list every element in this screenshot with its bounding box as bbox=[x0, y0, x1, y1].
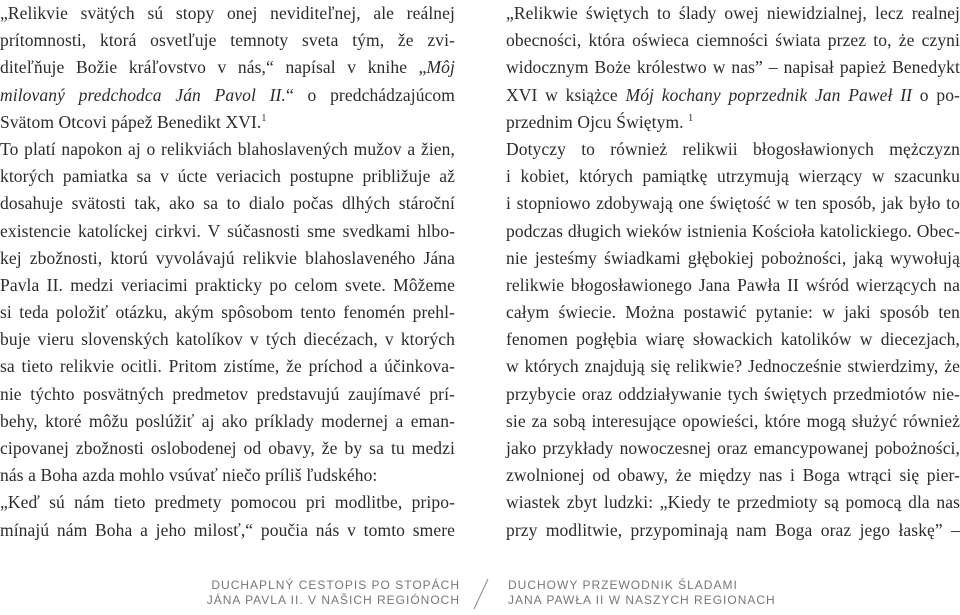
text-line: prítomnosti, ktorá osvetľuje temnoty sveta tým, že zvi- bbox=[0, 30, 455, 51]
text-line: „Relikwie świętych to ślady owej niewidzialnej, lecz realnej bbox=[506, 3, 960, 23]
slovak-text-column bbox=[0, 0, 455, 544]
text-line: dosahuje svätosti tak, ako sa to dialo počas dlhých stároční bbox=[0, 193, 455, 214]
footer-line: DUCHOWY PRZEWODNIK ŚLADAMI bbox=[508, 578, 738, 592]
text-line: ktorých pamiatka sa v úcte veriacich postupne približuje až bbox=[0, 166, 455, 187]
text-line: Svätom Otcovi pápež Benedikt XVI.$^1$ bbox=[0, 111, 267, 132]
footer-line: JÁNA PAVLA II. V NAŠICH REGIÓNOCH bbox=[206, 593, 460, 607]
footnote-marker: 1 bbox=[688, 112, 694, 124]
text-line: i stopniowo zdobywają one świętość w ten sposób, jak było to bbox=[506, 193, 960, 214]
text-line: podczas długich wieków istnienia Kościoła katolickiego. Obec- bbox=[506, 220, 960, 241]
text-line: cipovanej zbožnosti oslobodenej od obavy, že by sa tu medzi bbox=[0, 438, 455, 458]
text-line: sa tieto relikvie ocitli. Pritom zistíme, že príchod a účinkova- bbox=[0, 356, 455, 377]
text-line: diteľňuje Božie kráľovstvo v nás,“ napísal v knihe „Môj bbox=[0, 57, 455, 78]
footer-polish-title bbox=[508, 578, 776, 608]
text-line: przybycie oraz oddziaływanie tych świętych przedmiotów nie- bbox=[506, 383, 960, 404]
text-line: behy, ktoré môžu poslúžiť aj ako príklady modernej a eman- bbox=[0, 410, 455, 431]
text-line: jako przykłady nowoczesnej oraz emancypowanej pobożności, bbox=[506, 438, 960, 458]
text-line: obecności, która oświeca ciemności świata przez to, że czyni bbox=[506, 30, 960, 51]
text-line: zwolnionej od obawy, że między nas i Boga wtrąci się pier- bbox=[506, 465, 960, 486]
text-line: Pavla II. medzi veriacimi prakticky po celom svete. Môžeme bbox=[0, 274, 455, 295]
text-line: relikwie błogosławionego Jana Pawła II wśród wierzących na bbox=[506, 274, 960, 295]
polish-text-column bbox=[506, 0, 960, 544]
text-line: nie týchto posvätných predmetov predstavujú zaujímavé prí- bbox=[0, 383, 455, 404]
text-line: wiastek zbyt ludzki: „Kiedy te przedmioty są pomocą dla nas bbox=[506, 492, 960, 513]
text-line: si teda položiť otázku, akým spôsobom tento fenomén prehl- bbox=[0, 302, 455, 323]
footer-line: JANA PAWŁA II W NASZYCH REGIONACH bbox=[508, 593, 776, 607]
footer-line: DUCHAPLNÝ CESTOPIS PO STOPÁCH bbox=[211, 578, 460, 592]
text-line: existencie katolíckej cirkvi. V súčasnosti sme svedkami hlbo- bbox=[0, 220, 455, 241]
footer-divider-slash bbox=[471, 578, 491, 610]
text-line: widocznym Boże królestwo w nas” – napisał papież Benedykt bbox=[506, 57, 960, 78]
text-line: „Relikvie svätých sú stopy onej neviditeľnej, ale reálnej bbox=[0, 3, 455, 23]
text-line: fenomen pogłębia wiarę słowackich katolików w diecezjach, bbox=[506, 329, 960, 350]
text-line: sie za sobą interesujące opowieści, które mogą służyć również bbox=[506, 410, 960, 431]
text-line: kej zbožnosti, ktorú vyvolávajú relikvie blahoslaveného Jána bbox=[0, 247, 455, 268]
text-line: w których znajdują się relikwie? Jednocześnie stwierdzimy, że bbox=[506, 356, 960, 377]
text-line: milovaný predchodca Ján Pavol II.“ o predchádzajúcom bbox=[0, 84, 455, 105]
text-line: To platí napokon aj o relikviách blahoslavených mužov a žien, bbox=[0, 138, 455, 159]
text-line: mínajú nám Boha a jeho milosť,“ poučia nás v tomto smere bbox=[0, 519, 455, 540]
text-line: nás a Boha azda mohlo vsúvať niečo príliš ľudského: bbox=[0, 465, 378, 486]
footer-slovak-title bbox=[207, 578, 460, 608]
text-line: całym świecie. Można postawić pytanie: w jaki sposób ten bbox=[506, 302, 960, 323]
text-line: Dotyczy to również relikwii błogosławionych mężczyzn bbox=[506, 138, 960, 159]
text-line: i kobiet, których pamiątkę utrzymują wierzący w szacunku bbox=[506, 166, 960, 187]
text-line: przednim Ojcu Świętym. $^1$ bbox=[506, 111, 694, 132]
text-line: XVI w książce Mój kochany poprzednik Jan Paweł II o po- bbox=[506, 84, 960, 105]
text-line: przy modlitwie, przypominają nam Boga oraz jego łaskę” – bbox=[506, 519, 960, 540]
text-line: „Keď sú nám tieto predmety pomocou pri modlitbe, pripo- bbox=[0, 492, 455, 513]
text-line: nie jesteśmy świadkami głębokiej pobożności, jaką wywołują bbox=[506, 247, 960, 268]
footnote-marker: 1 bbox=[261, 112, 267, 124]
text-line: buje vieru slovenských katolíkov v tých diecézach, v ktorých bbox=[0, 329, 455, 350]
